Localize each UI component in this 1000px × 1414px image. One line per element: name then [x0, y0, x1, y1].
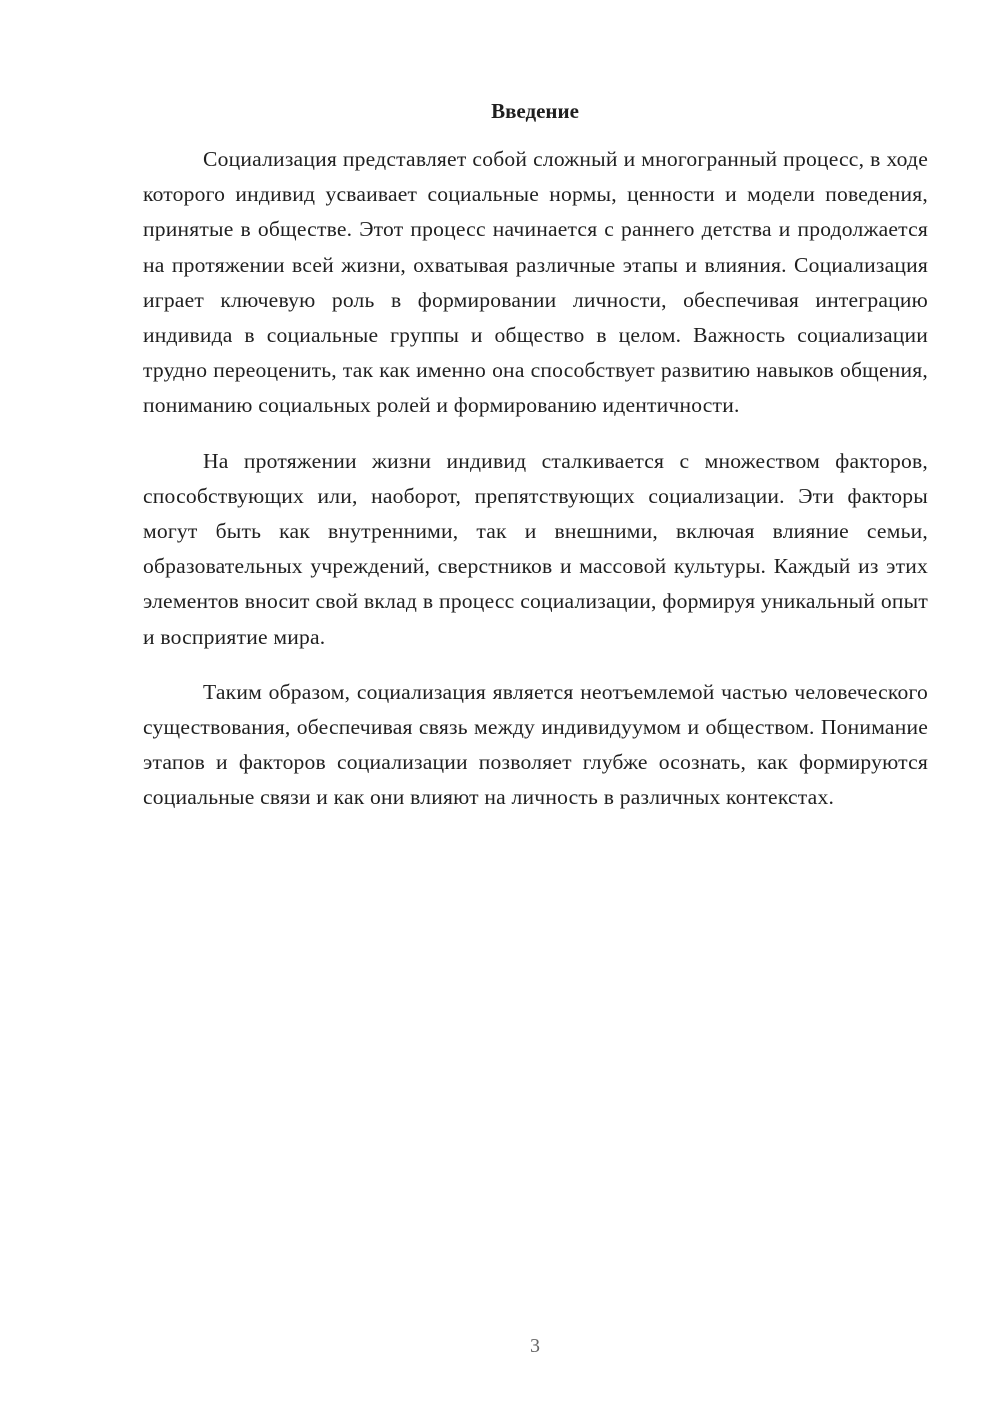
paragraph-2: На протяжении жизни индивид сталкивается с множеством факторов, способствующих или, наоборот, препятствующих социализации. Эти факторы могут быть как внутренними, так и внешними, включая влияние семьи, образовательных учреждений, сверстников и массовой культуры. Каждый из этих элементов вносит свой вклад в процесс социализации, формируя уникальный опыт и восприятие мира.: [143, 448, 928, 649]
paragraph-1: Социализация представляет собой сложный и многогранный процесс, в ходе которого индивид усваивает социальные нормы, ценности и модели поведения, принятые в обществе. Этот процесс начинается с раннего детства и продолжается на протяжении всей жизни, охватывая различные этапы и влияния. Социализация играет ключевую роль в формировании личности, обеспечивая интеграцию индивида в социальные группы и общество в целом. Важность социализации трудно переоценить, так как именно она способствует развитию навыков общения, пониманию социальных ролей и формированию идентичности.: [143, 147, 928, 418]
page-number: 3: [530, 1335, 540, 1357]
body-text: [143, 142, 928, 836]
section-heading: Введение: [491, 99, 579, 123]
paragraph-3: Таким образом, социализация является неотъемлемой частью человеческого существования, обеспечивая связь между индивидуумом и обществом. Понимание этапов и факторов социализации позволяет глубже осознать, как формируются социальные связи и как они влияют на личность в различных контекстах.: [143, 679, 928, 810]
